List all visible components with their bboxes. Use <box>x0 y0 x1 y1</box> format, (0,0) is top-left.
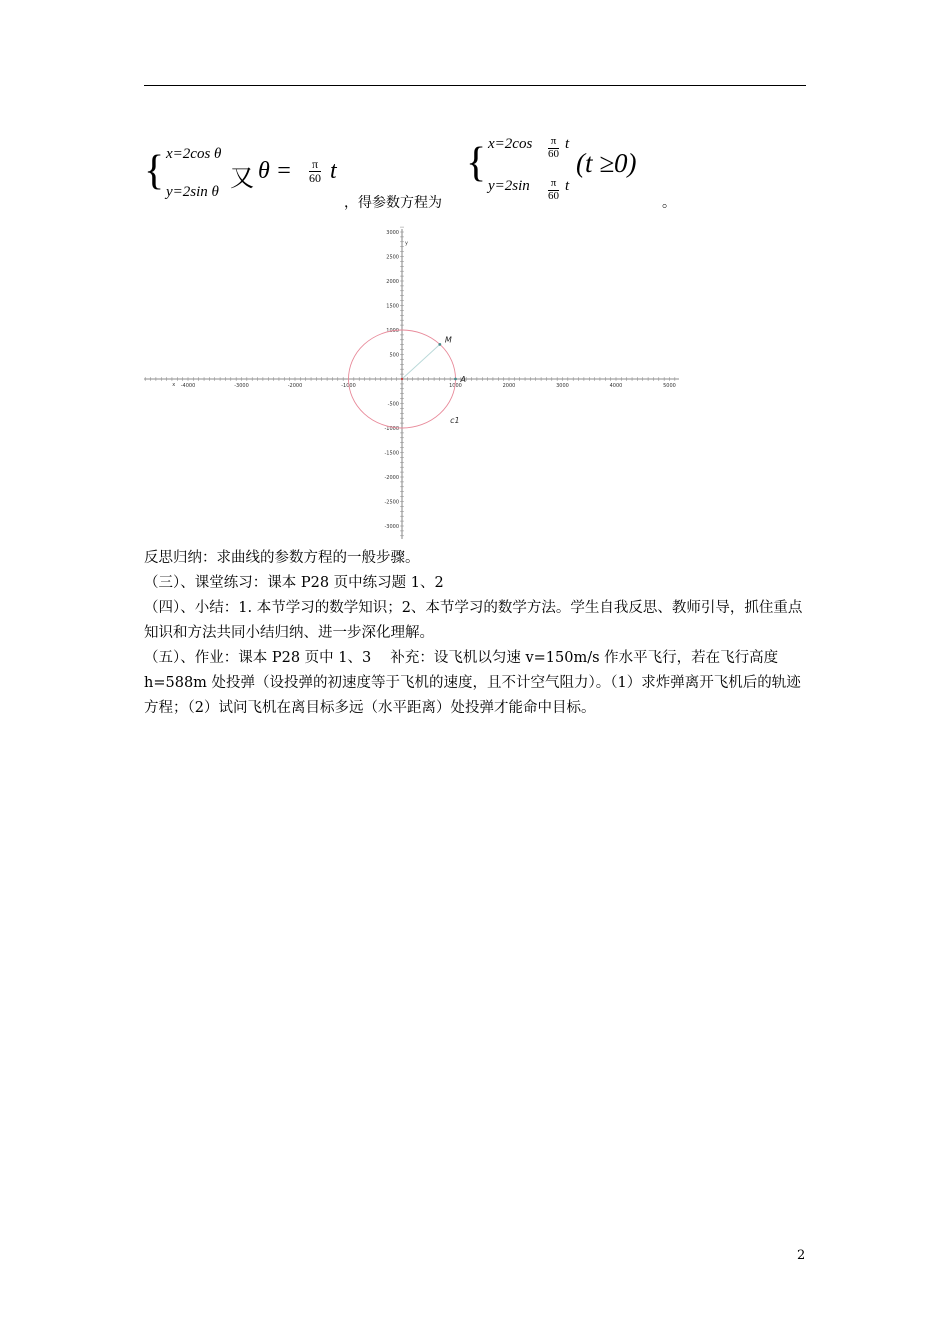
left-row1: x=2cos θ <box>166 146 222 162</box>
body-text <box>144 546 806 721</box>
right-row2-frac-den: 60 <box>548 189 559 202</box>
left-connector: 又 <box>230 164 254 192</box>
left-brace: { <box>144 148 165 194</box>
y-tick-label: -2000 <box>384 475 399 481</box>
y-tick-label: 2500 <box>386 254 399 261</box>
y-tick-label: -1000 <box>384 426 399 432</box>
y-tick-label: -500 <box>387 401 399 408</box>
left-formula <box>144 142 344 212</box>
formula-middle-text: ，得参数方程为 <box>344 195 442 211</box>
circle-graph <box>144 224 679 544</box>
x-tick-label: 2000 <box>502 383 516 389</box>
page-number: 2 <box>797 1248 806 1263</box>
paragraph-practice: （三）、课堂练习：课本 P28 页中练习题 1、2 <box>144 575 444 591</box>
y-tick-label: -2500 <box>384 499 399 506</box>
y-tick-label: 2000 <box>386 279 399 285</box>
left-frac-num: π <box>309 158 321 172</box>
point-label: A <box>460 375 466 384</box>
y-axis-label: y <box>405 240 408 247</box>
paragraph-summary: （四）、小结：1. 本节学习的数学知识；2、本节学习的数学方法。学生自我反思、教师引导，抓住重点知识和方法共同小结归纳、进一步深化理解。 <box>144 600 803 641</box>
x-tick-label: 5000 <box>663 383 676 389</box>
right-row2-fraction <box>548 178 559 202</box>
left-frac-den: 60 <box>309 170 321 185</box>
point-label: M <box>444 335 452 345</box>
point-a <box>454 378 457 381</box>
x-tick-label: -3000 <box>234 383 249 389</box>
x-tick-label: 3000 <box>556 383 569 389</box>
right-row2-prefix: y=2sin <box>488 178 530 194</box>
circle-label: c1 <box>450 416 460 426</box>
right-row1-fraction <box>548 136 559 160</box>
x-axis-label: x <box>172 382 176 388</box>
header-rule <box>144 85 806 86</box>
x-tick-label: 1000 <box>449 383 462 389</box>
x-tick-label: -2000 <box>287 383 303 389</box>
right-row1-frac-den: 60 <box>548 147 559 160</box>
left-row2: y=2sin θ <box>166 184 219 200</box>
left-var: t <box>330 158 337 184</box>
paragraph-reflection: 反思归纳：求曲线的参数方程的一般步骤。 <box>144 550 420 566</box>
right-row1-frac-num: π <box>548 136 559 149</box>
x-tick-label: -4000 <box>180 383 196 389</box>
right-brace: { <box>466 140 487 186</box>
formula-end-mark: 。 <box>662 195 676 211</box>
point-m <box>438 343 441 346</box>
right-row1-prefix: x=2cos <box>488 136 533 152</box>
y-tick-label: -3000 <box>384 524 399 530</box>
x-tick-label: -1000 <box>341 383 356 389</box>
right-row2-frac-num: π <box>548 178 559 191</box>
left-theta-eq: θ = <box>258 158 292 184</box>
y-tick-label: -1500 <box>384 450 399 457</box>
y-tick-label: 1000 <box>386 328 399 334</box>
y-tick-label: 1500 <box>386 303 399 310</box>
right-row1-var: t <box>565 136 570 152</box>
y-tick-label: 3000 <box>386 230 399 236</box>
x-tick-label: 4000 <box>609 383 623 389</box>
right-row2-var: t <box>565 178 570 194</box>
origin-point <box>401 378 403 380</box>
right-condition: (t ≥0) <box>576 148 637 178</box>
paragraph-homework: （五）、作业：课本 P28 页中 1、3 补充：设飞机以匀速 v=150m/s 作水平飞行，若在飞行高度 h=588m 处投弹（设投弹的初速度等于飞机的速度，且不计空气阻力）。（1）求炸弹离开飞机后的轨迹方程；（2）试问飞机在离目标多远（水平距离）处投弹才能命中目标。 <box>144 650 801 716</box>
segment-om <box>402 344 440 379</box>
y-tick-label: 500 <box>389 352 399 359</box>
right-formula <box>466 130 666 210</box>
left-fraction <box>309 158 321 184</box>
